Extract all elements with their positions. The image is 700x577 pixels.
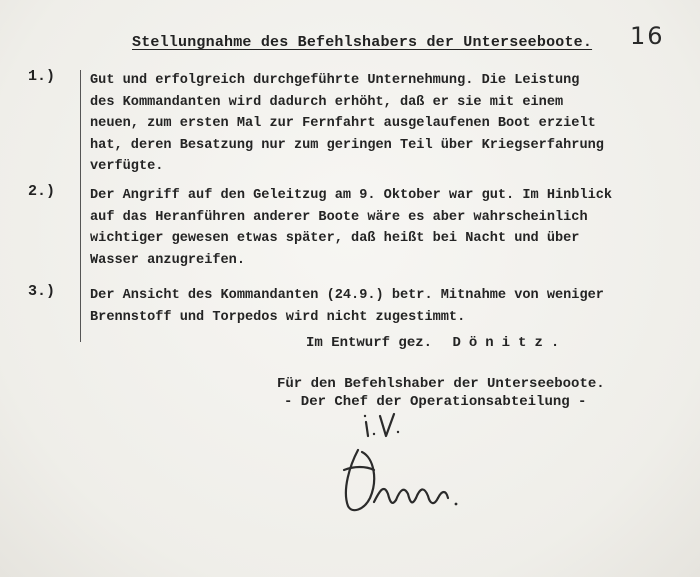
draft-signature [306, 335, 567, 351]
item-number-3: 3.) [28, 283, 56, 300]
item-number-2: 2.) [28, 183, 56, 200]
item-number-1: 1.) [28, 68, 56, 85]
handwritten-signature [330, 410, 470, 530]
document-title: Stellungnahme des Befehlshabers der Unterseeboote. [132, 34, 593, 51]
page-number: 16 [630, 22, 665, 50]
draft-signature-name: Dönitz. [452, 335, 568, 351]
chief-line: - Der Chef der Operationsabteilung - [284, 394, 587, 410]
item-text-1: Gut und erfolgreich durchgeführte Unternehmung. Die Leistung des Kommandanten wird dadurch erhöht, daß er sie mit einem neuen, zum ersten Mal zur Fernfahrt ausgelaufenen Boot erzielt hat, deren Besatzung nur zum geringen Teil über Kriegserfahrung verfügte. [90, 73, 604, 174]
margin-rule [80, 70, 81, 342]
item-text-2: Der Angriff auf den Geleitzug am 9. Oktober war gut. Im Hinblick auf das Heranführen anderer Boote wäre es aber wahrscheinlich wichtiger gewesen etwas später, daß heißt bei Nacht und über Wasser anzugreifen. [90, 188, 613, 268]
item-text-3: Der Ansicht des Kommandanten (24.9.) betr. Mitnahme von weniger Brennstoff und Torpedos wird nicht zugestimmt. [90, 288, 604, 325]
draft-signature-prefix: Im Entwurf gez. [306, 335, 433, 351]
on-behalf-line: Für den Befehlshaber der Unterseeboote. [277, 376, 605, 392]
